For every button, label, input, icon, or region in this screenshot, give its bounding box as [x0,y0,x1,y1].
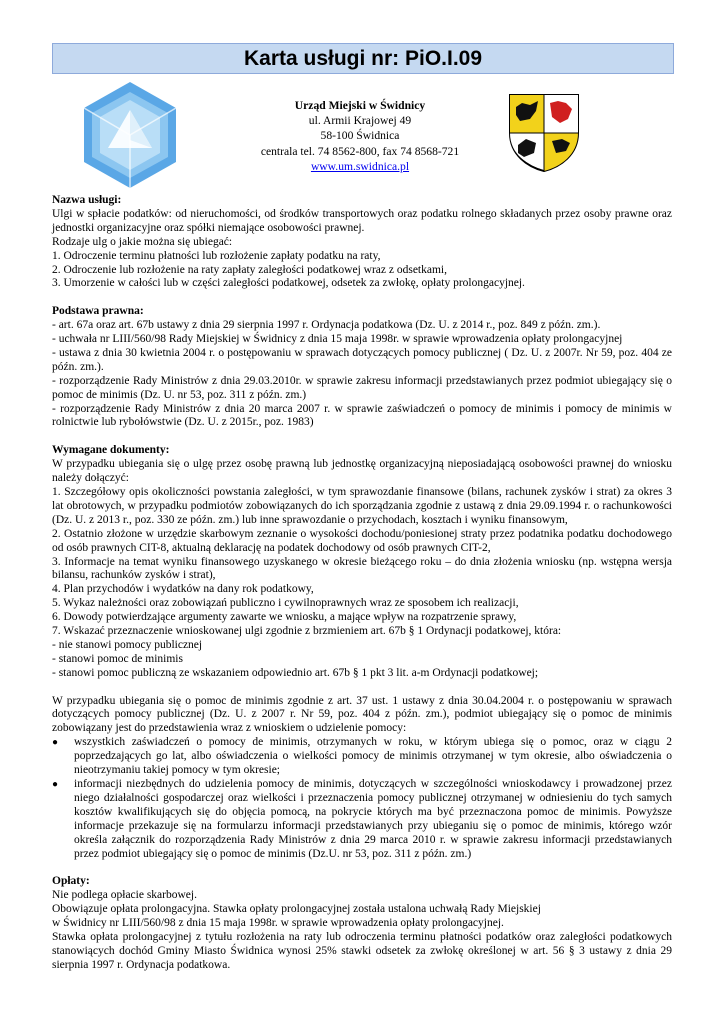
bullet-icon: ● [52,737,59,749]
office-website-link[interactable]: www.um.swidnica.pl [310,159,410,173]
paragraph: Ulgi w spłacie podatków: od nieruchomości, od środków transportowych oraz podatku rolnego składanych przez osoby prawne oraz jednostki organizacyjne oraz spółki niemające osobowości prawnej. [52,207,672,234]
list-item: 7. Wskazać przeznaczenie wnioskowanej ulgi zgodnie z brzmieniem art. 67b § 1 Ordynacji podatkowej, która: [52,625,562,638]
paragraph: w Świdnicy nr LIII/560/98 z dnia 15 maja 1998r. w sprawie wprowadzenia opłaty prolongacyjnej. [52,917,504,930]
service-content [52,194,672,973]
section-heading: Nazwa usługi: [52,194,122,206]
list-item: - rozporządzenie Rady Ministrów z dnia 29.03.2010r. w sprawie zakresu informacji przedstawianych przez podmiot ubiegający się o pomoc de minimis (Dz. U. nr 53, poz. 311 z późn. zm.) [52,374,672,401]
list-item: 2. Ostatnio złożone w urzędzie skarbowym zeznanie o wysokości dochodu/poniesionej straty przez podatnika podatku dochodowego od osób prawnych CIT-8, aktualną deklarację na podatek dochodowy od osób prawnych CIT-2, [52,527,672,554]
list-item: 1. Szczegółowy opis okoliczności powstania zaległości, w tym sprawozdanie finansowe (bilans, rachunek zysków i strat) za okres 3 lat obrotowych, w przypadku podmiotów zobowiązanych do ich sporządzania zgodnie z ustawą z dnia 29.09.1994 r. o rachunkowości (Dz. U. z 2013 r., poz. 330 ze późn. zm.) lub inne sprawozdanie o przychodach, kosztach i wyniku finansowym, [52,486,672,526]
list-item: - stanowi pomoc de minimis [52,652,183,665]
list-item: 5. Wykaz należności oraz zobowiązań publiczno i cywilnoprawnych wraz ze sposobem ich realizacji, [52,597,519,610]
list-item: ● informacji niezbędnych do udzielenia pomocy de minimis, dotyczących w szczególności wnioskodawcy i prowadzonej przez niego działalności gospodarczej oraz wielkości i przeznaczenia pomocy publicznej otrzymanej w odniesieniu do tych samych kosztów kwalifikujących się do objęcia pomocą, na pokrycie których ma być przeznaczona pomoc de minimis. Powyższe informacje przekazuje się na formularzu informacji przedstawianych przy ubieganiu się o pomoc de minimis, którego wzór określa załącznik do rozporządzenia Rady Ministrów z dnia 29 marca 2010 r. w sprawie zakresu informacji przedstawianych przez podmiot ubiegający się o pomoc de minimis (Dz.U. nr 53, poz. 311 z późn. zm.) [52,778,672,860]
paragraph: W przypadku ubiegania się o pomoc de minimis zgodnie z art. 37 ust. 1 ustawy z dnia 30.04.2004 r. o postępowaniu w sprawach dotyczących pomocy publicznej (Dz. U. z 2007 r. Nr 59, poz. 404 z późn. zm.), podmiot ubiegający się o pomoc de minimis zobowiązany jest do przedstawienia wraz z wnioskiem o udzielenie pomocy: [52,694,672,735]
paragraph: Obowiązuje opłata prolongacyjna. Stawka opłaty prolongacyjnej została ustalona uchwałą Rady Miejskiej [52,903,541,916]
bullet-icon: ● [52,779,59,791]
city-logo-icon [78,80,182,190]
list-item: 1. Odroczenie terminu płatności lub rozłożenie zapłaty podatku na raty, [52,249,381,262]
paragraph: Stawka opłata prolongacyjnej z tytułu rozłożenia na raty lub odroczenia terminu płatności podatków oraz zaległości podatkowych stanowiących dochód Gminy Miasto Świdnica wynosi 25% stawki odsetek za zwłokę określonej w art. 56 § 3 ustawy z dnia 29 sierpnia 1997 r. Ordynacja podatkowa. [52,930,672,971]
paragraph: Rodzaje ulg o jakie można się ubiegać: [52,235,233,248]
section-heading: Opłaty: [52,875,90,888]
list-item: 6. Dowody potwierdzające argumenty zawarte we wniosku, a mające wpływ na rozpatrzenie sprawy, [52,611,517,624]
list-item: - ustawa z dnia 30 kwietnia 2004 r. o postępowaniu w sprawach dotyczących pomocy publicznej ( Dz. U. z 2007r. Nr 59, poz. 404 ze późn. zm.). [52,346,672,373]
list-item: - stanowi pomoc publiczną ze wskazaniem odpowiednio art. 67b § 1 pkt 3 lit. a-m Ordynacji podatkowej; [52,666,539,679]
list-item: 3. Informacje na temat wyniku finansowego uzyskanego w okresie bieżącego roku – do dnia złożenia wniosku (np. wstępna wersja bilansu, rachunków zysków i strat), [52,555,672,582]
office-name: Urząd Miejski w Świdnicy [294,99,426,112]
office-phone: centrala tel. 74 8562-800, fax 74 8568-721 [260,144,460,158]
paragraph: W przypadku ubiegania się o ulgę przez osobę prawną lub jednostkę organizacyjną nieposiadającą osobowości prawnej do wniosku należy dołączyć: [52,458,672,485]
section-heading: Wymagane dokumenty: [52,444,170,457]
coat-of-arms-icon [508,93,580,173]
section-heading: Podstawa prawna: [52,305,144,318]
paragraph: Nie podlega opłacie skarbowej. [52,889,197,902]
list-item: - art. 67a oraz art. 67b ustawy z dnia 29 sierpnia 1997 r. Ordynacja podatkowa (Dz. U. z 2014 r., poz. 849 z późn. zm.). [52,319,601,332]
list-item: - uchwała nr LIII/560/98 Rady Miejskiej w Świdnicy z dnia 15 maja 1998r. w sprawie wprowadzenia opłaty prolongacyjnej [52,333,623,346]
office-street: ul. Armii Krajowej 49 [308,114,412,128]
list-item: - rozporządzenie Rady Ministrów z dnia 20 marca 2007 r. w sprawie zaświadczeń o pomocy de minimis i pomocy de minimis w rolnictwie lub rybołówstwie (Dz. U. z 2015r., poz. 1983) [52,402,672,429]
list-item: ● wszystkich zaświadczeń o pomocy de minimis, otrzymanych w roku, w którym ubiega się o pomoc, oraz w ciągu 2 poprzedzających go lat, albo oświadczenia o wielkości pomocy de minimis otrzymanej w tym okresie, albo oświadczenia o nieotrzymaniu takiej pomocy w tym okresie; [52,736,672,777]
list-item: 4. Plan przychodów i wydatków na dany rok podatkowy, [52,583,314,596]
list-item: - nie stanowi pomocy publicznej [52,638,203,651]
page-title: Karta usługi nr: PiO.I.09 [52,43,674,74]
office-city: 58-100 Świdnica [320,129,400,143]
list-item: 3. Umorzenie w całości lub w części zaległości podatkowej, odsetek za zwłokę, opłaty prolongacyjnej. [52,277,525,290]
office-address [230,98,490,174]
list-item: 2. Odroczenie lub rozłożenie na raty zapłaty zaległości podatkowej wraz z odsetkami, [52,263,447,276]
